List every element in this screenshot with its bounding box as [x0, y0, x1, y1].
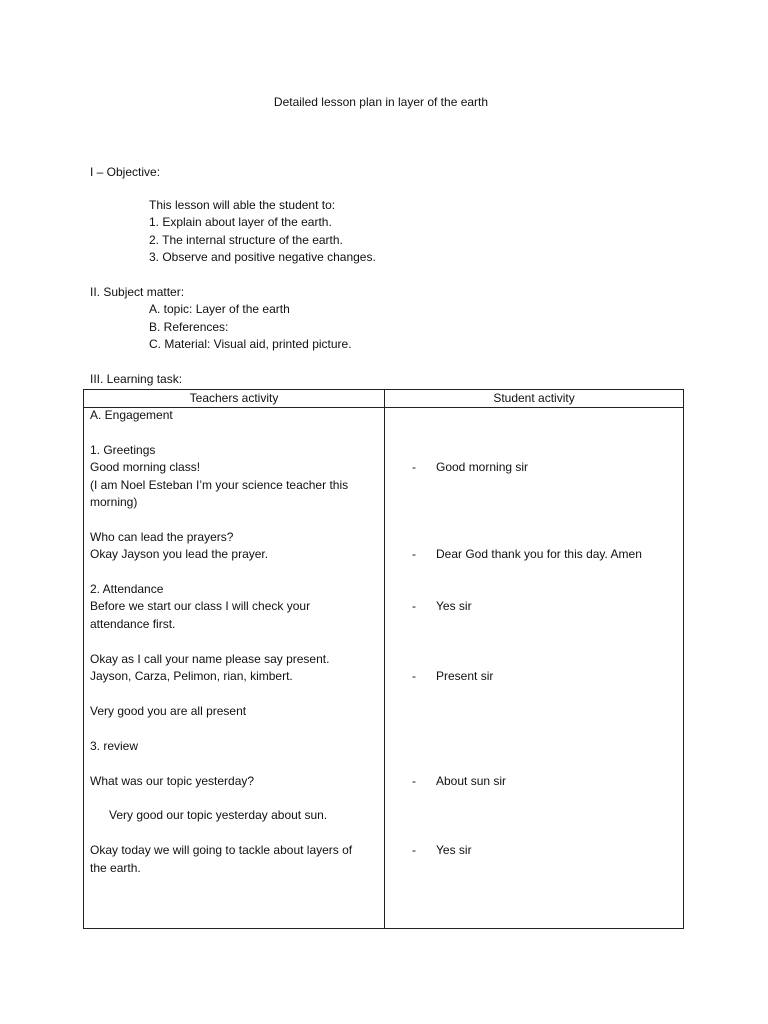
- student-response: Good morning sir: [436, 460, 529, 474]
- teacher-line: 3. review: [90, 739, 139, 753]
- column-divider: [384, 390, 385, 928]
- objective-intro: This lesson will able the student to:: [149, 198, 336, 212]
- student-response: Dear God thank you for this day. Amen: [436, 547, 642, 561]
- teacher-line: Before we start our class I will check your: [90, 599, 311, 613]
- subject-item: B. References:: [149, 320, 229, 334]
- response-bullet: -: [412, 460, 416, 474]
- teacher-line: (I am Noel Esteban I’m your science teacher this: [90, 478, 349, 492]
- teacher-line: Very good our topic yesterday about sun.: [109, 808, 328, 822]
- objective-item: 1. Explain about layer of the earth.: [149, 215, 332, 229]
- teacher-line: Very good you are all present: [90, 704, 247, 718]
- teacher-line: A. Engagement: [90, 408, 173, 422]
- objective-item: 3. Observe and positive negative changes.: [149, 250, 376, 264]
- response-bullet: -: [412, 843, 416, 857]
- student-response: About sun sir: [436, 774, 507, 788]
- objective-heading: I – Objective:: [90, 165, 161, 179]
- teacher-line: Okay Jayson you lead the prayer.: [90, 547, 269, 561]
- student-response: Yes sir: [436, 843, 472, 857]
- student-response: Present sir: [436, 669, 494, 683]
- response-bullet: -: [412, 547, 416, 561]
- document-title: Detailed lesson plan in layer of the earth: [273, 95, 489, 109]
- teacher-line: the earth.: [90, 861, 141, 875]
- subject-heading: II. Subject matter:: [90, 285, 185, 299]
- learning-task-table: [83, 389, 684, 929]
- column-header-student: Student activity: [493, 391, 575, 405]
- teacher-line: What was our topic yesterday?: [90, 774, 255, 788]
- objective-item: 2. The internal structure of the earth.: [149, 233, 343, 247]
- student-response: Yes sir: [436, 599, 472, 613]
- learning-heading: III. Learning task:: [90, 372, 183, 386]
- teacher-line: 2. Attendance: [90, 582, 164, 596]
- teacher-line: attendance first.: [90, 617, 176, 631]
- column-header-teacher: Teachers activity: [189, 391, 279, 405]
- teacher-line: Jayson, Carza, Pelimon, rian, kimbert.: [90, 669, 293, 683]
- subject-item: A. topic: Layer of the earth: [149, 302, 290, 316]
- teacher-line: Okay today we will going to tackle about layers of: [90, 843, 353, 857]
- teacher-line: 1. Greetings: [90, 443, 156, 457]
- teacher-line: Okay as I call your name please say present.: [90, 652, 330, 666]
- teacher-line: morning): [90, 495, 138, 509]
- subject-item: C. Material: Visual aid, printed picture.: [149, 337, 352, 351]
- teacher-line: Good morning class!: [90, 460, 201, 474]
- response-bullet: -: [412, 774, 416, 788]
- response-bullet: -: [412, 669, 416, 683]
- response-bullet: -: [412, 599, 416, 613]
- teacher-line: Who can lead the prayers?: [90, 530, 234, 544]
